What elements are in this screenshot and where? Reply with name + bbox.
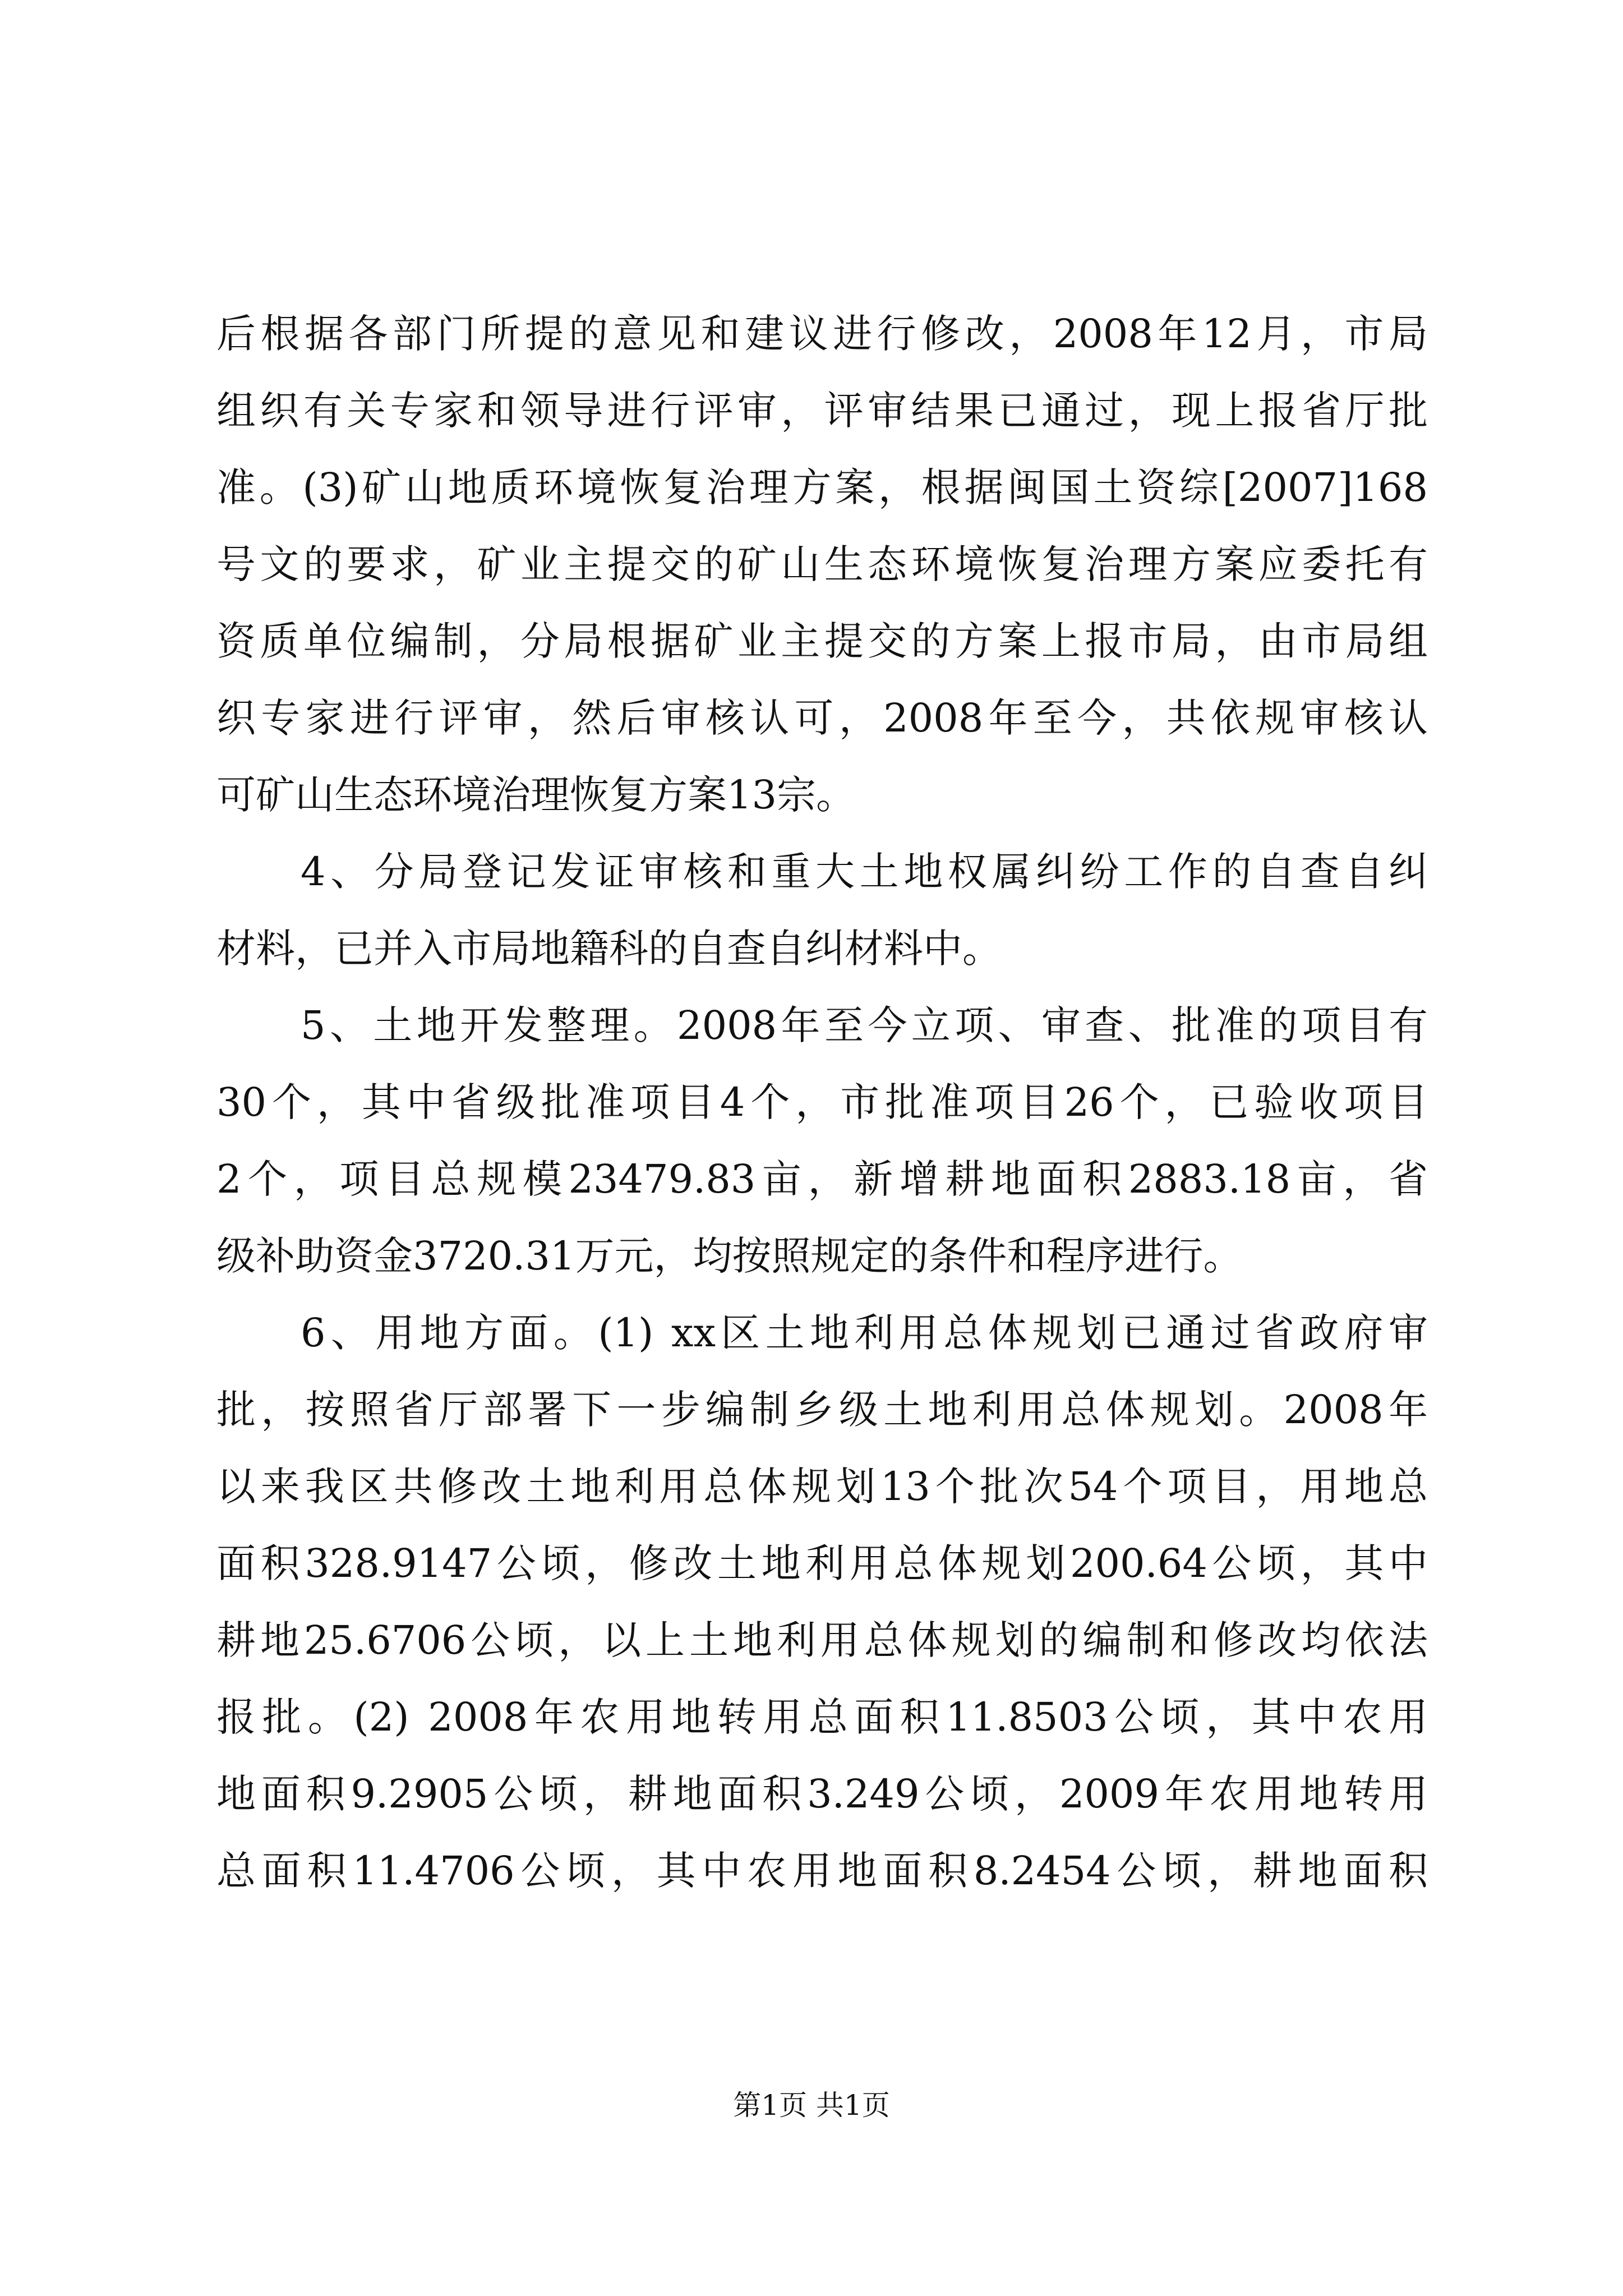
text-line: 报批。(2) 2008年农用地转用总面积11.8503公顷，其中农用 bbox=[216, 1694, 1428, 1740]
text-line: 耕地25.6706公顷，以上土地利用总体规划的编制和修改均依法 bbox=[216, 1617, 1428, 1663]
text-line: 号文的要求，矿业主提交的矿山生态环境恢复治理方案应委托有 bbox=[216, 541, 1428, 587]
text-line: 面积328.9147公顷，修改土地利用总体规划200.64公顷，其中 bbox=[216, 1540, 1428, 1586]
text-line: 总面积11.4706公顷，其中农用地面积8.2454公顷，耕地面积 bbox=[216, 1848, 1428, 1894]
paragraph-first-line: 6、用地方面。(1) xx区土地利用总体规划已通过省政府审 bbox=[301, 1310, 1428, 1356]
text-line: 可矿山生态环境治理恢复方案13宗。 bbox=[216, 772, 856, 818]
text-line: 以来我区共修改土地利用总体规划13个批次54个项目，用地总 bbox=[216, 1464, 1428, 1510]
paragraph-first-line: 5、土地开发整理。2008年至今立项、审查、批准的项目有 bbox=[301, 1002, 1428, 1048]
text-line: 后根据各部门所提的意见和建议进行修改，2008年12月，市局 bbox=[216, 311, 1428, 357]
text-line: 准。(3)矿山地质环境恢复治理方案，根据闽国土资综[2007]168 bbox=[216, 464, 1428, 510]
text-line: 批，按照省厅部署下一步编制乡级土地利用总体规划。2008年 bbox=[216, 1387, 1428, 1433]
text-line: 级补助资金3720.31万元，均按照规定的条件和程序进行。 bbox=[216, 1233, 1243, 1279]
text-line: 组织有关专家和领导进行评审，评审结果已通过，现上报省厅批 bbox=[216, 388, 1428, 434]
page-number-footer: 第1页 共1页 bbox=[733, 2089, 890, 2122]
text-line: 地面积9.2905公顷，耕地面积3.249公顷，2009年农用地转用 bbox=[216, 1771, 1428, 1817]
text-line: 2个，项目总规模23479.83亩，新增耕地面积2883.18亩，省 bbox=[216, 1156, 1428, 1202]
text-line: 30个，其中省级批准项目4个，市批准项目26个，已验收项目 bbox=[216, 1079, 1428, 1125]
paragraph-first-line: 4、分局登记发证审核和重大土地权属纠纷工作的自查自纠 bbox=[301, 849, 1428, 895]
text-line: 资质单位编制，分局根据矿业主提交的方案上报市局，由市局组 bbox=[216, 618, 1428, 664]
text-line: 材料，已并入市局地籍科的自查自纠材料中。 bbox=[216, 926, 1002, 972]
text-line: 织专家进行评审，然后审核认可，2008年至今，共依规审核认 bbox=[216, 695, 1428, 741]
